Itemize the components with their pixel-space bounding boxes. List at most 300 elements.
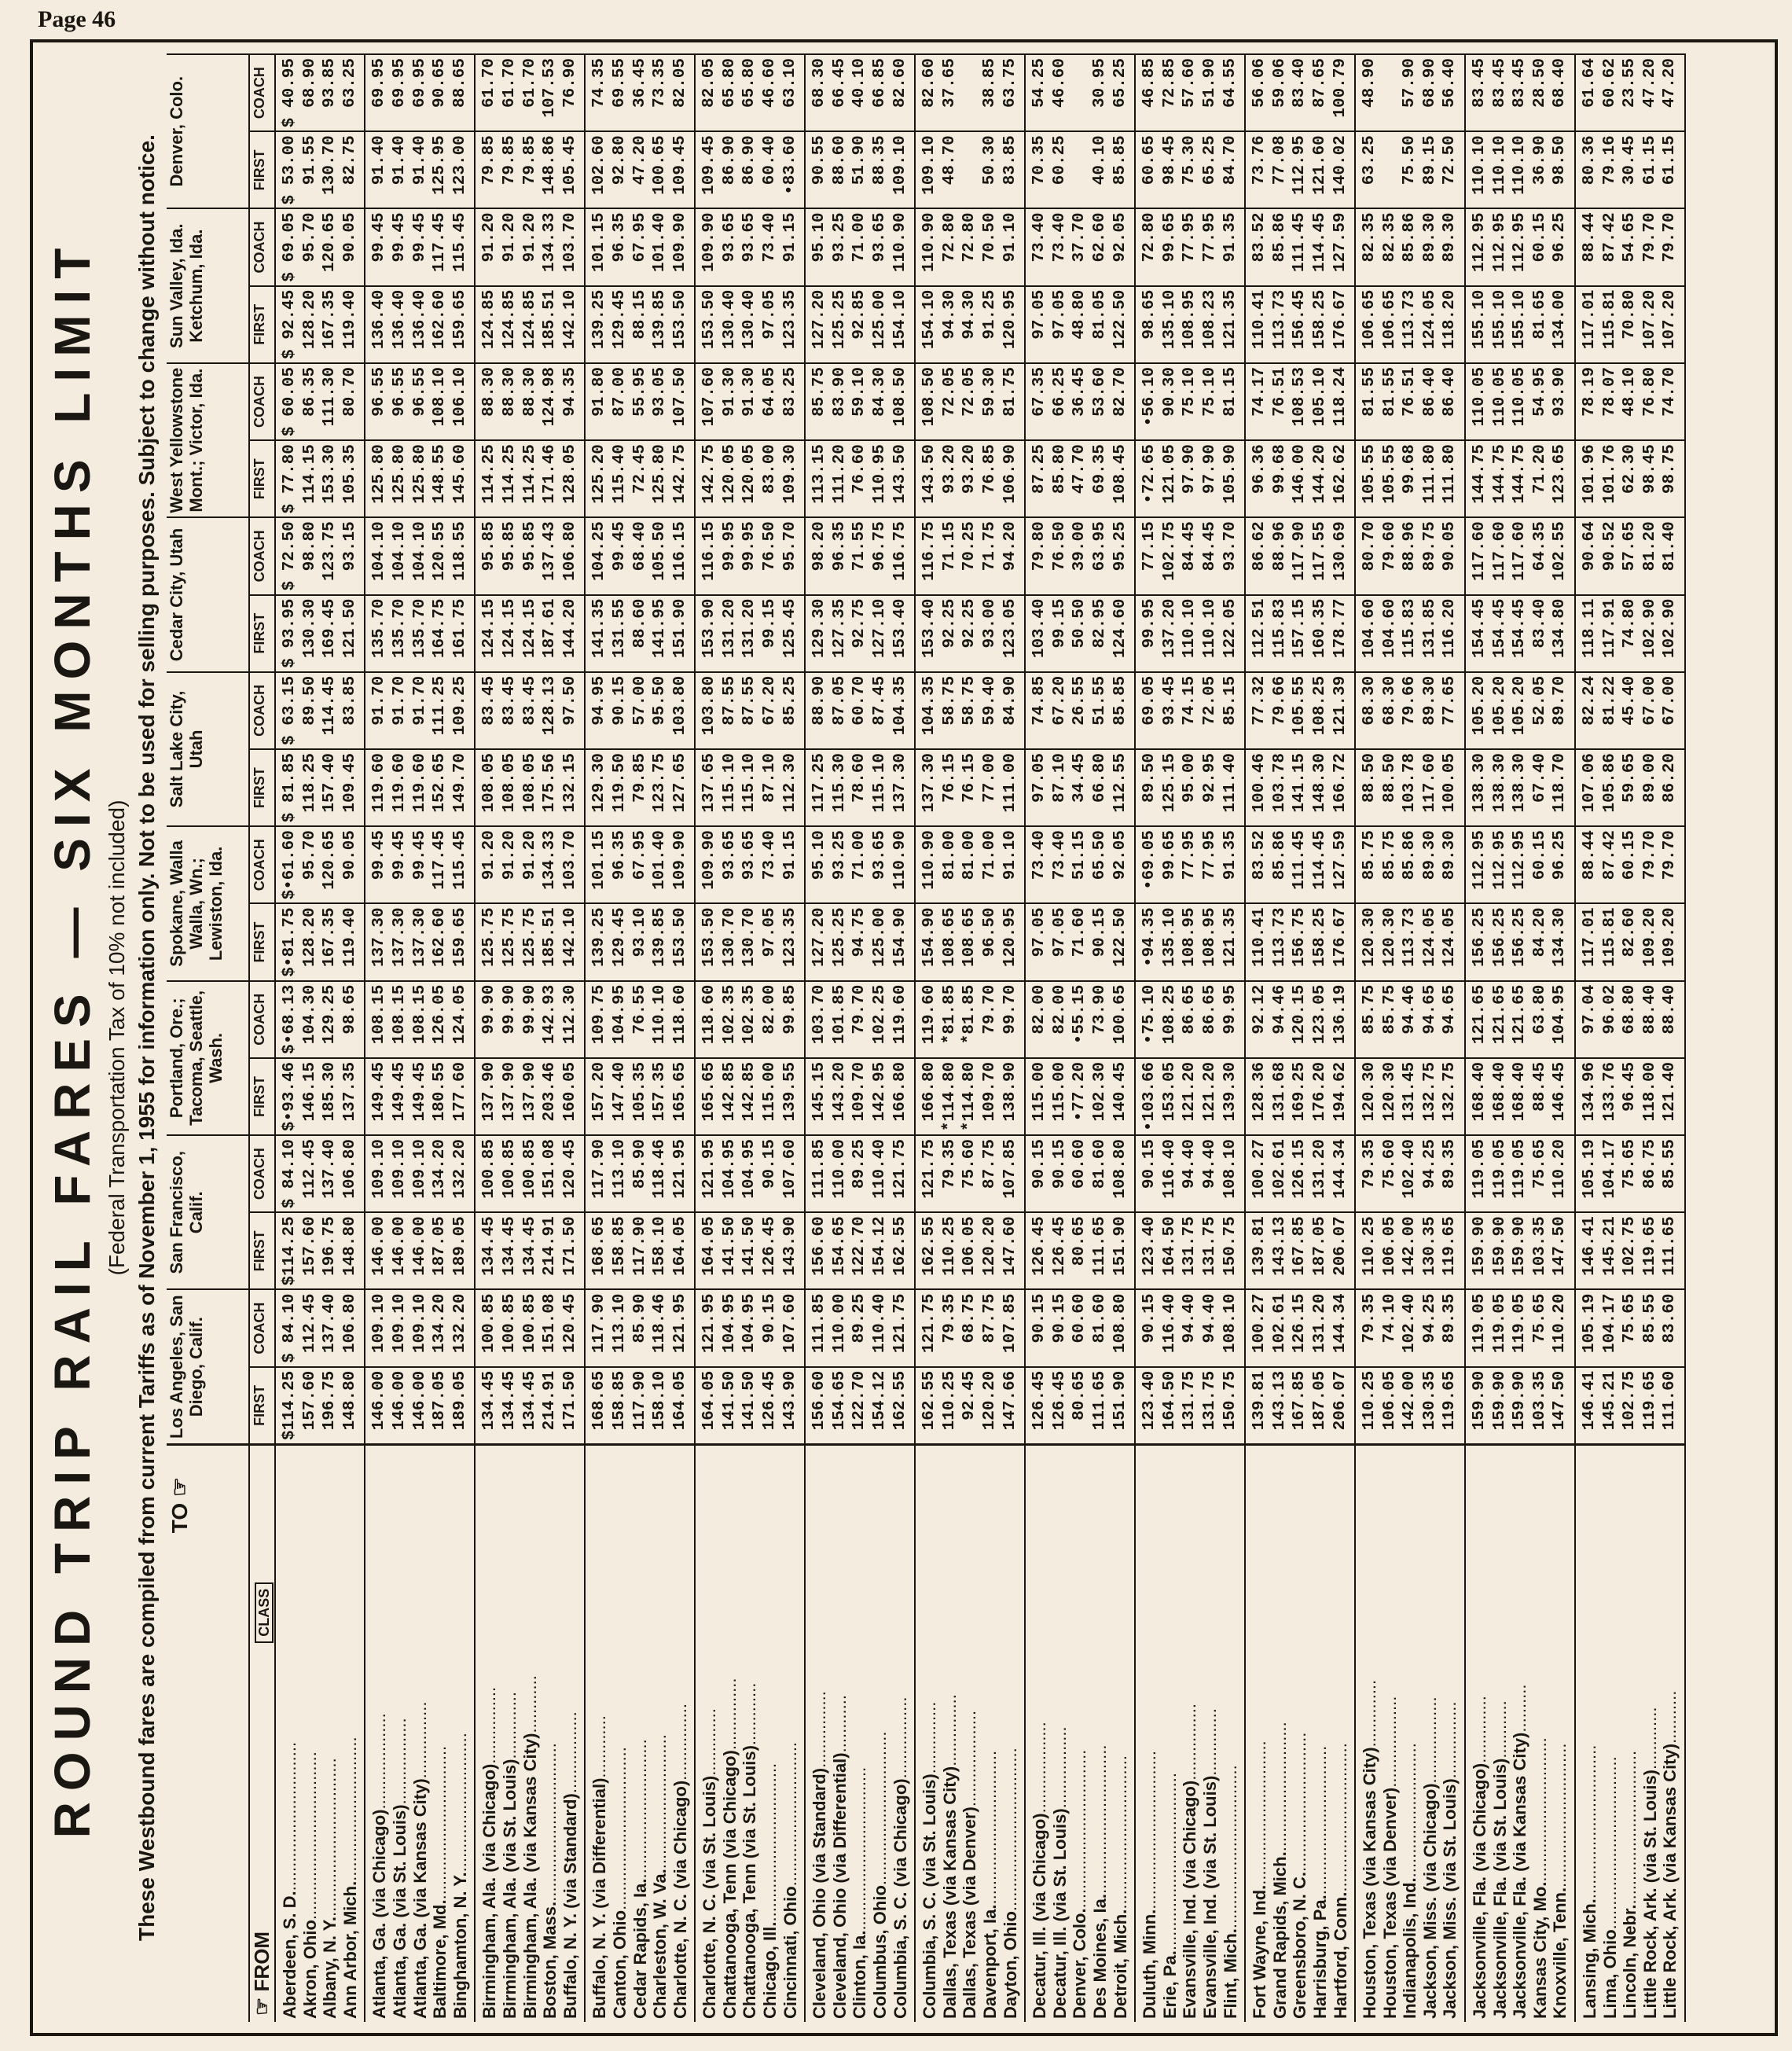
fare-value: 134.00 — [1551, 289, 1570, 350]
fare-column-cell — [585, 286, 695, 363]
fare-value: 109.45 — [670, 135, 689, 195]
fare-value: 131.68 — [1270, 1061, 1289, 1122]
origin-city — [1200, 1449, 1221, 2019]
fare-value: 120.20 — [981, 1370, 999, 1431]
fare-value: 87.42 — [1600, 212, 1619, 263]
fare-value: 126.45 — [1050, 1370, 1069, 1431]
fare-value: 75.10 — [1181, 366, 1199, 417]
fare-value: 137.20 — [1160, 598, 1179, 659]
fare-value: 120.55 — [431, 521, 450, 581]
fare-value: 145.21 — [1600, 1370, 1619, 1431]
fare-column-cell — [805, 517, 915, 594]
fare-value: 90.15 — [1030, 1139, 1049, 1189]
fare-value: 83.85 — [340, 675, 359, 726]
fare-value: 91.20 — [500, 830, 519, 880]
fare-value: 108.10 — [431, 366, 450, 427]
fare-value: 108.05 — [500, 752, 519, 813]
fare-column-cell — [275, 517, 365, 594]
fare-column-cell — [805, 903, 915, 980]
fare-column-cell — [585, 131, 695, 208]
fare-value: 162.62 — [1331, 444, 1350, 504]
fare-value: 117.55 — [1310, 521, 1329, 581]
fare-value: 36.45 — [1070, 366, 1089, 417]
fare-column-cell — [695, 363, 805, 440]
fare-value: 88.50 — [1361, 752, 1379, 803]
fare-value: 108.10 — [1221, 1139, 1239, 1199]
fare-value: 178.77 — [1331, 598, 1350, 659]
origin-city — [1530, 1449, 1551, 2019]
fare-value: 110.90 — [890, 212, 909, 273]
fare-value: 115.83 — [1401, 598, 1419, 659]
fare-value: 65.80 — [740, 58, 759, 108]
origin-city — [1400, 1449, 1420, 2019]
fare-value: 78.19 — [1581, 366, 1599, 417]
fare-value: 166.80 — [890, 1061, 909, 1122]
leader-dots: .............................. — [1529, 1737, 1550, 1882]
fare-value: 77.00 — [981, 752, 999, 803]
fare-column-cell — [695, 903, 805, 980]
origin-cities — [1025, 1444, 1135, 2022]
coach-class-header: COACH — [249, 363, 275, 440]
fare-value: 131.20 — [720, 598, 739, 659]
fare-value: 85.85 — [1111, 675, 1129, 726]
origin-city — [1470, 1449, 1490, 2019]
fare-value: 113.10 — [610, 1293, 629, 1354]
fare-value: 66.80 — [1090, 752, 1109, 803]
fare-value: 79.35 — [940, 1139, 959, 1189]
fare-value: 103.78 — [1401, 752, 1419, 813]
fare-value: 111.45 — [1291, 830, 1309, 890]
origin-city-name: Dallas, Texas (via Denver) — [960, 1807, 980, 2019]
fare-value: 36.45 — [630, 58, 649, 108]
fare-value: 108.50 — [920, 366, 939, 427]
fare-value: 125.80 — [410, 444, 429, 504]
fare-value: $ 77.80 — [281, 444, 299, 514]
fare-value: 143.13 — [1270, 1370, 1289, 1431]
fare-value: 117.60 — [1471, 521, 1489, 581]
leader-dots: .............................. — [1550, 1743, 1570, 1887]
fare-value: 73.35 — [651, 58, 670, 108]
fare-value: 142.75 — [670, 444, 689, 504]
fare-value: 82.00 — [1050, 984, 1069, 1035]
fare-value: 115.83 — [1270, 598, 1289, 659]
fare-value: 90.55 — [810, 135, 829, 186]
fare-value: 100.85 — [520, 1139, 539, 1199]
fare-value: 129.45 — [610, 907, 629, 968]
fare-value: 102.61 — [1270, 1293, 1289, 1354]
fare-value: 88.40 — [1661, 984, 1680, 1035]
fare-value: 157.35 — [651, 1061, 670, 1122]
fare-value: 139.85 — [651, 907, 670, 968]
fare-value: 56.40 — [1441, 58, 1460, 108]
fare-value: 84.30 — [871, 366, 890, 417]
fare-column-cell — [1465, 1058, 1575, 1135]
fare-value: •94.35 — [1140, 907, 1159, 968]
coach-class-header: COACH — [249, 1135, 275, 1212]
fare-value: 110.20 — [1551, 1293, 1570, 1354]
leader-dots: ............................... — [280, 1741, 299, 1891]
fare-value: 92.80 — [610, 135, 629, 186]
fare-value: 81.20 — [1640, 521, 1659, 572]
fare-value: 92.45 — [960, 1370, 979, 1421]
fare-value: 108.23 — [1200, 289, 1219, 350]
fare-value: 112.95 — [1471, 212, 1489, 273]
fare-value: 94.25 — [1420, 1293, 1439, 1343]
fare-value: 123.05 — [1310, 984, 1329, 1045]
fare-value: 110.00 — [830, 1293, 849, 1354]
fare-column-cell — [365, 363, 475, 440]
fare-value: 87.75 — [981, 1293, 999, 1343]
fare-value: 141.95 — [651, 598, 670, 659]
fare-value: 134.45 — [500, 1216, 519, 1276]
fare-value: 91.20 — [500, 212, 519, 263]
fare-value: 80.65 — [1070, 1216, 1089, 1266]
fare-value: 69.05 — [1140, 675, 1159, 726]
fare-value: 142.00 — [1401, 1216, 1419, 1276]
fare-column-cell — [1025, 208, 1135, 285]
fare-value: 147.66 — [1001, 1370, 1019, 1431]
fare-column-cell — [275, 1058, 365, 1135]
fare-value: 99.45 — [390, 830, 409, 880]
fare-value: 73.40 — [1050, 830, 1069, 880]
fare-value: 159.90 — [1490, 1216, 1509, 1276]
fare-value: 61.70 — [520, 58, 539, 108]
fare-column-cell — [475, 826, 585, 903]
fare-value: 128.05 — [560, 444, 579, 504]
fare-value: 63.25 — [1361, 135, 1379, 186]
fare-value: 83.00 — [761, 444, 780, 494]
fare-value: 106.90 — [1001, 444, 1019, 504]
fare-value: 84.90 — [1001, 675, 1019, 726]
fare-value: 88.30 — [500, 366, 519, 417]
fare-value: 91.10 — [1001, 212, 1019, 263]
fare-column-cell — [1465, 749, 1575, 826]
fare-value: 159.65 — [450, 907, 469, 968]
fare-value: 68.90 — [1420, 58, 1439, 108]
fare-value: 121.75 — [890, 1293, 909, 1354]
fare-value: 84.70 — [1221, 135, 1239, 186]
fare-value: 104.95 — [720, 1293, 739, 1354]
fare-value: 109.10 — [920, 135, 939, 195]
fare-value: 70.35 — [1030, 135, 1049, 186]
fare-column-cell — [1465, 363, 1575, 440]
fare-value: 158.10 — [651, 1370, 670, 1431]
fare-value: 85.80 — [1050, 444, 1069, 494]
fare-value: 73.40 — [1050, 212, 1069, 263]
origin-city-name: Binghamton, N. Y. — [450, 1872, 470, 2019]
fare-value: 95.85 — [500, 521, 519, 572]
fare-value: 157.60 — [300, 1370, 319, 1431]
fare-value: 45.40 — [1621, 675, 1640, 726]
fare-value: 99.68 — [1270, 444, 1289, 494]
fare-value: 117.60 — [1420, 752, 1439, 813]
fare-value: 93.65 — [740, 830, 759, 880]
fare-value: 116.15 — [700, 521, 719, 581]
fare-value: 83.52 — [1250, 212, 1269, 263]
fare-value: 148.80 — [340, 1216, 359, 1276]
fare-value: 94.25 — [1420, 1139, 1439, 1189]
fare-value: 81.55 — [1361, 366, 1379, 417]
fare-column-cell — [1245, 1290, 1355, 1367]
origin-city — [890, 1449, 911, 2019]
fare-value: 143.20 — [830, 1061, 849, 1122]
fare-value: 112.95 — [1490, 212, 1509, 273]
fare-value: 89.70 — [1551, 675, 1570, 726]
fare-column-cell — [1355, 595, 1465, 672]
fare-value: 72.05 — [960, 366, 979, 417]
fare-column-cell — [1575, 131, 1685, 208]
origin-city-name: Denver, Colo. — [1070, 1908, 1090, 2019]
page-title: ROUND TRIP RAIL FARES — SIX MONTHS LIMIT — [44, 237, 101, 1839]
fare-value: 156.25 — [1471, 907, 1489, 968]
fare-value: 110.10 — [1490, 135, 1509, 195]
leader-dots: ............................ — [650, 1734, 670, 1869]
fare-value: 102.75 — [1621, 1370, 1640, 1431]
fare-value: 95.10 — [810, 830, 829, 880]
fare-column-cell — [1465, 1367, 1575, 1445]
fare-value: 104.95 — [1551, 984, 1570, 1045]
fare-value: 88.30 — [480, 366, 499, 417]
origin-city — [1270, 1449, 1291, 2019]
fare-column-cell — [1135, 517, 1245, 594]
fare-value: 146.15 — [300, 1061, 319, 1122]
fare-value: 85.75 — [1380, 830, 1399, 880]
fare-value: 77.95 — [1181, 830, 1199, 880]
fare-column-cell — [1135, 286, 1245, 363]
fare-value: 110.40 — [871, 1139, 890, 1199]
fare-value: 102.25 — [871, 984, 890, 1045]
fare-value: 89.00 — [1640, 752, 1659, 803]
fare-value: 71.75 — [981, 521, 999, 572]
fare-value: 130.40 — [740, 289, 759, 350]
fare-value: 111.20 — [830, 444, 849, 504]
fare-value: 86.20 — [1661, 752, 1680, 803]
fare-column-cell — [365, 286, 475, 363]
fare-value: 103.70 — [560, 830, 579, 890]
fare-value: 162.60 — [431, 907, 450, 968]
origin-city-name: Indianapolis, Ind. — [1400, 1877, 1420, 2019]
leader-dots: ................ — [810, 1691, 830, 1768]
coach-class-header: COACH — [249, 826, 275, 903]
fare-value: 108.25 — [1160, 984, 1179, 1045]
fare-value: 144.75 — [1471, 444, 1489, 504]
fare-column-cell — [695, 54, 805, 131]
fare-value: 176.67 — [1331, 907, 1350, 968]
fare-value: 123.65 — [1551, 444, 1570, 504]
to-label: TO ☞ — [167, 1444, 249, 2022]
fare-value: 77.95 — [1200, 830, 1219, 880]
fare-column-cell — [915, 1058, 1025, 1135]
fare-value: 109.30 — [780, 444, 799, 504]
origin-cities — [275, 1444, 365, 2022]
fare-column-cell — [915, 1367, 1025, 1445]
fare-value: 95.10 — [810, 212, 829, 263]
fare-value: 50.50 — [1070, 598, 1089, 649]
fare-column-cell — [365, 208, 475, 285]
origin-city-name: Boston, Mass. — [540, 1901, 560, 2019]
fare-value: $ 40.95 — [281, 58, 299, 128]
origin-city-name: Cleveland, Ohio (via Standard) — [810, 1767, 830, 2019]
fare-value: 108.80 — [1111, 1293, 1129, 1354]
fare-column-cell — [1135, 749, 1245, 826]
fare-value: 102.90 — [1661, 598, 1680, 659]
fare-column-cell — [365, 981, 475, 1058]
origin-city — [1420, 1449, 1441, 2019]
fare-value: 71.15 — [940, 521, 959, 572]
fare-column-cell — [1465, 208, 1575, 285]
fare-value: 81.75 — [1001, 366, 1019, 417]
fare-column-cell — [475, 903, 585, 980]
fare-value: 118.11 — [1581, 598, 1599, 659]
leader-dots: ........... — [1660, 1690, 1680, 1744]
leader-dots: ................................ — [1110, 1755, 1130, 1909]
fare-column-cell — [1025, 286, 1135, 363]
origin-city-name: Buffalo, N. Y. (via Differential) — [589, 1777, 610, 2019]
fare-column-cell — [1355, 903, 1465, 980]
fare-value: 108.15 — [390, 984, 409, 1045]
fare-value: 105.55 — [1361, 444, 1379, 504]
fare-column-cell — [1245, 749, 1355, 826]
origin-city-name: Decatur, Ill. (via St. Louis) — [1049, 1808, 1070, 2019]
fare-value: 134.33 — [541, 830, 560, 890]
fare-value: 126.45 — [761, 1216, 780, 1276]
fare-value: 88.90 — [810, 675, 829, 726]
fare-value: 47.20 — [1661, 58, 1680, 108]
fare-value: 89.75 — [1420, 521, 1439, 572]
fare-value: 137.30 — [920, 752, 939, 813]
fare-value: 104.95 — [740, 1139, 759, 1199]
fare-value: 68.30 — [810, 58, 829, 108]
fare-column-cell — [1245, 1135, 1355, 1212]
fare-value: 119.60 — [390, 752, 409, 813]
fare-column-cell — [1465, 903, 1575, 980]
fare-column-cell — [1135, 1212, 1245, 1289]
fare-value: 93.25 — [830, 212, 849, 263]
fare-column-cell — [1245, 363, 1355, 440]
origin-city-name: Des Moines, Ia. — [1089, 1894, 1110, 2019]
fare-value: 91.40 — [390, 135, 409, 186]
fare-value: 91.35 — [1221, 830, 1239, 880]
fare-column-cell — [1135, 1135, 1245, 1212]
fare-column-cell — [585, 517, 695, 594]
origin-city — [830, 1449, 850, 2019]
fare-value: 96.25 — [1551, 212, 1570, 263]
fare-value: 106.65 — [1361, 289, 1379, 350]
fare-value: 90.05 — [1441, 521, 1460, 572]
fare-value: 162.55 — [890, 1370, 909, 1431]
fare-value: 137.90 — [500, 1061, 519, 1122]
fare-value: 71.00 — [850, 830, 869, 880]
origin-city-name: Jackson, Miss. (via St. Louis) — [1440, 1778, 1460, 2019]
fare-value: 74.70 — [1661, 366, 1680, 417]
first-class-header: FIRST — [249, 749, 275, 826]
fare-value: 109.45 — [340, 752, 359, 813]
fare-column-cell — [1025, 1135, 1135, 1212]
fare-column-cell — [365, 1135, 475, 1212]
origin-city — [1090, 1449, 1111, 2019]
fare-value: 85.15 — [1221, 675, 1239, 726]
fare-value: 167.85 — [1291, 1370, 1309, 1431]
origin-city-name: Columbus, Ohio — [870, 1885, 890, 2019]
origin-city — [410, 1449, 431, 2019]
fare-value: 108.05 — [480, 752, 499, 813]
fare-value: 127.20 — [810, 289, 829, 350]
leader-dots: ........................... — [1269, 1722, 1290, 1852]
fare-value: 93.05 — [651, 366, 670, 417]
fare-value: 86.35 — [300, 366, 319, 417]
fare-value: 60.70 — [850, 675, 869, 726]
header-destinations — [167, 54, 249, 2022]
fare-column-cell — [915, 54, 1025, 131]
fare-value: 109.10 — [890, 135, 909, 195]
origin-city — [560, 1449, 581, 2019]
fare-value: 82.24 — [1581, 675, 1599, 726]
fare-column-cell — [365, 595, 475, 672]
fare-value: 91.80 — [590, 366, 609, 417]
fare-value: $ 72.50 — [281, 521, 299, 591]
fare-value: 124.98 — [541, 366, 560, 427]
fare-value: 69.95 — [370, 58, 389, 108]
fare-value: 103.78 — [1270, 752, 1289, 813]
fare-value: 48.70 — [940, 135, 959, 186]
fare-value: 154.45 — [1511, 598, 1529, 659]
fare-value: $ 93.95 — [281, 598, 299, 668]
fare-value: 90.64 — [1581, 521, 1599, 572]
fare-value: 147.40 — [610, 1061, 629, 1122]
fare-value: 87.75 — [981, 1139, 999, 1189]
fare-value: 115.10 — [871, 752, 890, 813]
fare-value: 146.00 — [390, 1216, 409, 1276]
fare-value: 189.05 — [450, 1216, 469, 1276]
fare-value: 126.15 — [1291, 1293, 1309, 1354]
table-row-group — [805, 54, 915, 2022]
origin-city-name: Jacksonville, Fla. (via Chicago) — [1470, 1762, 1490, 2019]
origin-city — [1290, 1449, 1310, 2019]
origin-city — [1030, 1449, 1050, 2019]
fare-value: 100.05 — [1441, 752, 1460, 813]
fare-value: 50.30 — [981, 135, 999, 186]
leader-dots: ............................. — [630, 1739, 650, 1879]
fare-column-cell — [1025, 749, 1135, 826]
leader-dots: ................. — [890, 1696, 910, 1779]
fare-value: 88.15 — [630, 289, 649, 340]
fare-value: 88.44 — [1581, 212, 1599, 263]
fare-value: 130.35 — [1420, 1370, 1439, 1431]
fare-value: 158.85 — [610, 1216, 629, 1276]
fare-value: 79.85 — [500, 135, 519, 186]
fare-value: 97.50 — [560, 675, 579, 726]
fare-value: 63.10 — [780, 58, 799, 108]
leader-dots: ................................... — [299, 1751, 320, 1921]
fare-value: 96.35 — [610, 830, 629, 880]
fare-value: 114.45 — [1310, 212, 1329, 273]
fare-value: 82.60 — [1621, 907, 1640, 958]
fare-value: 60.62 — [1600, 58, 1619, 108]
fare-value: 112.45 — [300, 1293, 319, 1354]
fare-value: 96.55 — [410, 366, 429, 417]
fare-value: 56.06 — [1250, 58, 1269, 108]
fare-column-cell — [915, 208, 1025, 285]
fare-value: 137.90 — [520, 1061, 539, 1122]
fare-column-cell — [365, 440, 475, 517]
fare-value: 127.59 — [1331, 830, 1350, 890]
fare-value: 88.40 — [1640, 984, 1659, 1035]
fare-value: 68.80 — [1621, 984, 1640, 1035]
fare-value: 89.30 — [1420, 830, 1439, 880]
fare-value: 82.75 — [340, 135, 359, 186]
fare-column-cell — [805, 595, 915, 672]
fare-value: 99.95 — [1140, 598, 1159, 649]
